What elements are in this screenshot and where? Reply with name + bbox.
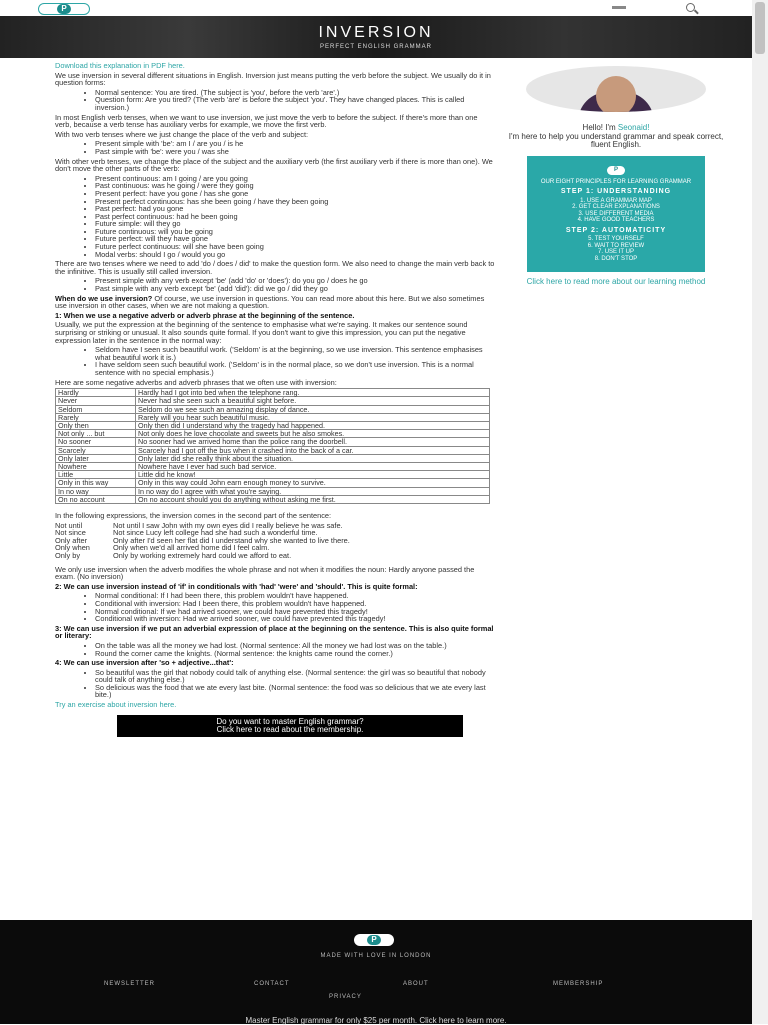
principle-item: 8. DON'T STOP bbox=[594, 255, 638, 262]
principle-item: 7. USE IT UP bbox=[598, 249, 634, 255]
adverb-cell: In no way bbox=[56, 487, 136, 495]
expression-example: Not until I saw John with my own eyes did I really believe he was safe. bbox=[113, 520, 343, 530]
second-part-paragraph: In the following expressions, the inversion comes in the second part of the sentence: bbox=[55, 511, 332, 520]
intro-list bbox=[55, 89, 495, 112]
hello-rest: I'm here to help you understand grammar and speak correct, fluent English. bbox=[508, 131, 724, 149]
adverb-cell: Little bbox=[56, 471, 136, 479]
footer-link-newsletter[interactable]: NEWSLETTER bbox=[104, 981, 156, 987]
logo-letter: P bbox=[57, 4, 71, 14]
hero-banner bbox=[0, 16, 752, 58]
footer-link-privacy[interactable]: PRIVACY bbox=[329, 994, 362, 1000]
author-intro bbox=[508, 124, 724, 150]
other-tenses-paragraph: With other verb tenses, we change the place of the subject and the auxiliary verb (the first auxiliary verb if there is more than one). We don't move the other parts of the verb: bbox=[55, 156, 493, 174]
footer-link-membership[interactable]: MEMBERSHIP bbox=[553, 981, 604, 987]
example-cell: Scarcely had I got off the bus when it crashed into the back of a car. bbox=[136, 446, 490, 454]
step-2-heading: STEP 2: AUTOMATICITY bbox=[565, 226, 667, 234]
step-1-items bbox=[531, 198, 701, 224]
only-paragraph: We only use inversion when the adverb modifies the whole phrase and not when it modifies the noun: Hardly anyone passed the exam. (No inversion) bbox=[55, 564, 475, 582]
section-heading-2: 2: We can use inversion instead of 'if' in conditionals with 'had' 'were' and 'should'. This is quite formal: bbox=[55, 581, 418, 591]
table-row bbox=[56, 495, 490, 503]
principle-item: 6. WAIT TO REVIEW bbox=[587, 242, 645, 249]
example-cell: Little did he know! bbox=[136, 471, 490, 479]
step-1-heading: STEP 1: UNDERSTANDING bbox=[560, 188, 672, 195]
expression-row bbox=[55, 552, 495, 560]
list-item: • Normal sentence: You are tired. (The subject is 'you', before the verb 'are'.) bbox=[95, 89, 495, 97]
author-name-link[interactable]: Seonaid! bbox=[617, 123, 650, 132]
list-item: • Past perfect: had you gone bbox=[95, 205, 495, 213]
section-heading-1: 1: When we use a negative adverb or adverb phrase at the beginning of the sentence. bbox=[55, 310, 355, 320]
list-item: • Seldom have I seen such beautiful work. ('Seldom' is at the beginning, so we use inversion. This sentence emphasises what beautiful work it is.) bbox=[95, 346, 495, 361]
list-item: • Future simple: will they go bbox=[95, 220, 495, 228]
do-list bbox=[55, 277, 495, 292]
list-item: • Conditional with inversion: Had I been there, this problem wouldn't have happened. bbox=[95, 600, 495, 608]
adverb-cell: Only later bbox=[56, 454, 136, 462]
adverb-cell: Nowhere bbox=[56, 462, 136, 470]
step-2-items bbox=[531, 236, 701, 262]
page-scrollbar[interactable] bbox=[752, 0, 768, 1024]
example-cell: Only later did she really think about the situation. bbox=[136, 454, 490, 462]
principle-item: 3. USE DIFFERENT MEDIA bbox=[578, 210, 654, 217]
example-cell: Never had she seen such a beautiful sight before. bbox=[136, 397, 490, 405]
adverb-cell: Only in this way bbox=[56, 479, 136, 487]
membership-cta-button[interactable] bbox=[117, 715, 463, 737]
list-item: • Present simple with any verb except 'be' (add 'do' or 'does'): do you go / does he go bbox=[95, 277, 495, 285]
principle-item: 1. USE A GRAMMAR MAP bbox=[580, 197, 652, 204]
page-title: INVERSION bbox=[318, 24, 434, 41]
expression-example: Only by working extremely hard could we afford to eat. bbox=[113, 550, 292, 560]
expression-term: Not until bbox=[55, 520, 83, 530]
example-cell: In no way do I agree with what you're saying. bbox=[136, 487, 490, 495]
two-tenses-list bbox=[55, 140, 495, 155]
other-tenses-list bbox=[55, 175, 495, 259]
expression-term: Only after bbox=[55, 535, 88, 545]
sidebar bbox=[508, 66, 724, 286]
when-text: Of course, we use inversion in questions. You can read more about this here. But we also sometimes use inversion in other cases, when we are not making a question. bbox=[55, 293, 485, 311]
list-item: • On the table was all the money we had lost. (Normal sentence: All the money we had lost was on the table.) bbox=[95, 642, 495, 650]
negative-adverbs-table bbox=[55, 388, 490, 504]
page-subtitle: PERFECT ENGLISH GRAMMAR bbox=[320, 44, 432, 50]
adverb-cell: Only then bbox=[56, 421, 136, 429]
footer bbox=[0, 920, 752, 1024]
example-cell: Only then did I understand why the tragedy had happened. bbox=[136, 421, 490, 429]
list-item: • Modal verbs: should I go / would you go bbox=[95, 251, 495, 259]
list-item: • So delicious was the food that we ate every last bite. (Normal sentence: the food was so delicious that we ate every last bite.) bbox=[95, 684, 495, 699]
site-logo[interactable] bbox=[38, 3, 90, 15]
example-cell: Nowhere have I ever had such bad service. bbox=[136, 462, 490, 470]
example-cell: Only in this way could John earn enough money to survive. bbox=[136, 479, 490, 487]
table-row bbox=[56, 397, 490, 405]
section-heading-3: 3: We can use inversion if we put an adverbial expression of place at the beginning on the sentence. This is also quite formal or literary: bbox=[55, 623, 494, 641]
adverb-cell: Seldom bbox=[56, 405, 136, 413]
footer-logo[interactable] bbox=[354, 934, 394, 946]
list-item: • Past simple with any verb except 'be' (add 'did'): did we go / did they go bbox=[95, 285, 495, 293]
table-row bbox=[56, 438, 490, 446]
list-item: • Normal conditional: If I had been there, this problem wouldn't have happened. bbox=[95, 592, 495, 600]
principle-item: 2. GET CLEAR EXPLANATIONS bbox=[572, 204, 660, 210]
adverb-cell: On no account bbox=[56, 495, 136, 503]
footer-link-contact[interactable]: CONTACT bbox=[254, 981, 290, 987]
when-question: When do we use inversion? bbox=[55, 293, 153, 303]
list-item: • Normal conditional: If we had arrived sooner, we could have prevented this tragedy! bbox=[95, 608, 495, 616]
list-item: • Present simple with 'be': am I / are you / is he bbox=[95, 140, 495, 148]
expressions-list bbox=[55, 522, 495, 560]
example-cell: Seldom do we see such an amazing display of dance. bbox=[136, 405, 490, 413]
list-item: • I have seldom seen such beautiful work. ('Seldom' is in the normal place, so we don't use inversion. This is a normal sentence with no special emphasis.) bbox=[95, 361, 495, 376]
expression-term: Only by bbox=[55, 550, 81, 560]
adverb-cell: Rarely bbox=[56, 413, 136, 421]
exercise-link[interactable]: Try an exercise about inversion here. bbox=[55, 700, 177, 710]
principle-item: 4. HAVE GOOD TEACHERS bbox=[577, 217, 655, 223]
expression-example: Not since Lucy left college had she had such a wonderful time. bbox=[113, 528, 318, 538]
section-2-list bbox=[55, 592, 495, 622]
principles-logo: P bbox=[607, 166, 625, 175]
main-article bbox=[55, 62, 495, 737]
list-item: • Past continuous: was he going / were they going bbox=[95, 182, 495, 190]
list-item: • Future continuous: will you be going bbox=[95, 228, 495, 236]
table-row bbox=[56, 405, 490, 413]
expression-example: Only when we'd all arrived home did I feel calm. bbox=[113, 543, 270, 553]
list-item: • Question form: Are you tired? (The verb 'are' is before the subject 'you'. They have changed places. This is called inversion.) bbox=[95, 96, 495, 111]
cta-line-2: Click here to read about the membership. bbox=[216, 724, 364, 734]
table-row bbox=[56, 479, 490, 487]
tenses-paragraph: In most English verb tenses, when we want to use inversion, we just move the verb to before the subject. If there's more than one verb, because a verb tense has auxiliary verbs for example, we move the first verb. bbox=[55, 112, 478, 130]
intro-paragraph: We use inversion in several different situations in English. Inversion just means putting the verb before the subject. We usually do it in question forms: bbox=[55, 70, 491, 88]
expression-term: Only when bbox=[55, 543, 90, 553]
cta-line-1: Do you want to master English grammar? bbox=[216, 716, 364, 726]
section-4-list bbox=[55, 669, 495, 699]
example-cell: Hardly had I got into bed when the telephone rang. bbox=[136, 389, 490, 397]
example-cell: On no account should you do anything without asking me first. bbox=[136, 495, 490, 503]
section-1-paragraph: Usually, we put the expression at the beginning of the sentence to emphasise what we're saying. It makes our sentence sound surprising or striking or unusual. It also sounds quite formal. If you don't want to give this impression, you can put the negative expression later in the sentence in the normal way: bbox=[55, 320, 468, 345]
learning-method-link[interactable]: Click here to read more about our learning method bbox=[526, 277, 706, 286]
hello-text: Hello! I'm bbox=[582, 123, 618, 132]
list-item: • Present continuous: am I going / are you going bbox=[95, 175, 495, 183]
list-item: • Future perfect: will they have gone bbox=[95, 235, 495, 243]
top-navbar bbox=[0, 0, 768, 16]
section-1-list bbox=[55, 346, 495, 376]
hamburger-menu-icon[interactable] bbox=[612, 6, 626, 9]
list-item: • Present perfect: have you gone / has she gone bbox=[95, 190, 495, 198]
list-item: • Future perfect continuous: will she have been going bbox=[95, 243, 495, 251]
adverb-cell: Scarcely bbox=[56, 446, 136, 454]
two-tenses-paragraph: With two verb tenses where we just change the place of the verb and subject: bbox=[55, 129, 309, 139]
section-heading-4: 4: We can use inversion after 'so + adjective...that': bbox=[55, 658, 234, 668]
table-row bbox=[56, 462, 490, 470]
adverb-cell: Not only ... but bbox=[56, 430, 136, 438]
list-item: • Round the corner came the knights. (Normal sentence: the knights came round the corner.) bbox=[95, 650, 495, 658]
principles-title: OUR EIGHT PRINCIPLES FOR LEARNING GRAMMAR bbox=[540, 178, 692, 185]
principles-box[interactable] bbox=[527, 156, 705, 273]
list-item: • So beautiful was the girl that nobody could talk of anything else. (Normal sentence: the girl was so beautiful that nobody could talk of anything else.) bbox=[95, 669, 495, 684]
author-photo bbox=[526, 66, 706, 112]
search-icon[interactable] bbox=[686, 3, 695, 12]
expression-example: Only after I'd seen her flat did I understand why she wanted to live there. bbox=[113, 535, 350, 545]
footer-link-about[interactable]: ABOUT bbox=[403, 981, 429, 987]
made-in-london: MADE WITH LOVE IN LONDON bbox=[320, 953, 432, 959]
adverb-cell: No sooner bbox=[56, 438, 136, 446]
principle-item: 5. TEST YOURSELF bbox=[588, 236, 644, 242]
list-item: • Present perfect continuous: has she been going / have they been going bbox=[95, 198, 495, 206]
footer-logo-letter: P bbox=[367, 935, 381, 945]
adverb-cell: Hardly bbox=[56, 389, 136, 397]
footer-membership-banner[interactable]: Master English grammar for only $25 per month. Click here to learn more. bbox=[245, 1016, 507, 1025]
pdf-download-link[interactable]: Download this explanation in PDF here. bbox=[55, 61, 185, 70]
list-item: • Past simple with 'be': were you / was she bbox=[95, 148, 495, 156]
adverb-cell: Never bbox=[56, 397, 136, 405]
example-cell: No sooner had we arrived home than the police rang the doorbell. bbox=[136, 438, 490, 446]
section-3-list bbox=[55, 642, 495, 657]
example-cell: Rarely will you hear such beautiful music. bbox=[136, 413, 490, 421]
scrollbar-thumb[interactable] bbox=[755, 2, 765, 54]
do-paragraph: There are two tenses where we need to add 'do / does / did' to make the question form. We also need to change the main verb back to the infinitive. This is usually still called inversion. bbox=[55, 259, 495, 276]
expression-term: Not since bbox=[55, 528, 86, 538]
list-item: • Conditional with inversion: Had we arrived sooner, we could have prevented this tragedy! bbox=[95, 615, 495, 623]
table-intro: Here are some negative adverbs and adverb phrases that we often use with inversion: bbox=[55, 377, 337, 387]
example-cell: Not only does he love chocolate and sweets but he also smokes. bbox=[136, 430, 490, 438]
list-item: • Past perfect continuous: had he been going bbox=[95, 213, 495, 221]
